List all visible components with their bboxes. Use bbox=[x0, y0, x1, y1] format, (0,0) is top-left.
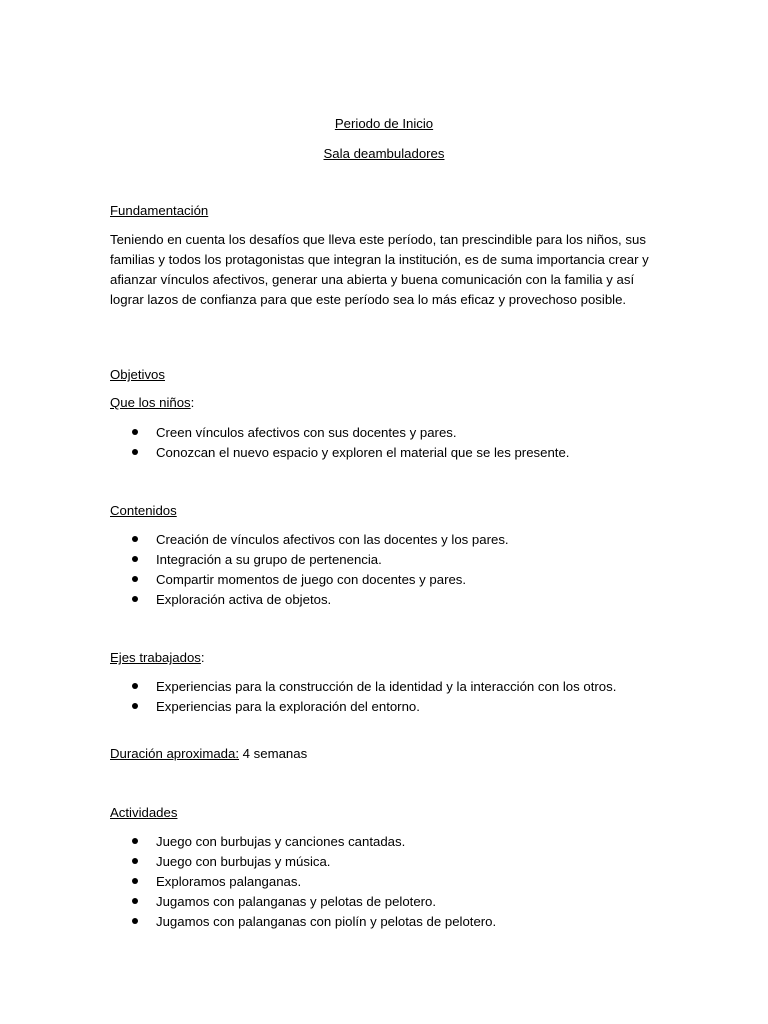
list-item-text: Conozcan el nuevo espacio y exploren el material que se les presente. bbox=[156, 445, 570, 460]
list-item bbox=[110, 912, 662, 932]
list-item-text: Jugamos con palanganas y pelotas de pelotero. bbox=[156, 894, 437, 909]
bullet-icon bbox=[132, 449, 138, 455]
objetivos-subheading bbox=[110, 393, 662, 413]
list-item bbox=[110, 677, 662, 697]
fundamentacion-text: Teniendo en cuenta los desafíos que lleva este período, tan prescindible para los niños, sus familias y todos los protagonistas que integran la institución, es de suma importancia crear y afianzar vínculos afectivos, generar una abierta y buena comunicación con la familia y así lograr lazos de confianza para que este período sea lo más eficaz y provechoso posible. bbox=[110, 232, 649, 307]
ejes-heading bbox=[110, 648, 662, 668]
ejes-heading-label: Ejes trabajados bbox=[110, 650, 201, 665]
objetivos-subheading-colon: : bbox=[190, 395, 195, 410]
list-item bbox=[110, 443, 662, 463]
bullet-icon bbox=[132, 536, 138, 542]
ejes-heading-colon: : bbox=[200, 650, 205, 665]
bullet-icon bbox=[132, 556, 138, 562]
objetivos-list bbox=[110, 423, 662, 463]
bullet-icon bbox=[132, 878, 138, 884]
objetivos-heading: Objetivos bbox=[110, 367, 165, 382]
list-item-text: Compartir momentos de juego con docentes y pares. bbox=[156, 572, 467, 587]
bullet-icon bbox=[132, 838, 138, 844]
list-item bbox=[110, 852, 662, 872]
list-item bbox=[110, 530, 662, 550]
list-item bbox=[110, 550, 662, 570]
bullet-icon bbox=[132, 576, 138, 582]
list-item-text: Integración a su grupo de pertenencia. bbox=[156, 552, 382, 567]
list-item bbox=[110, 872, 662, 892]
list-item bbox=[110, 423, 662, 443]
document-title: Periodo de Inicio bbox=[334, 116, 434, 131]
actividades-heading: Actividades bbox=[110, 805, 178, 820]
objetivos-subheading-label: Que los niños bbox=[110, 395, 191, 410]
list-item bbox=[110, 832, 662, 852]
list-item-text: Creación de vínculos afectivos con las docentes y los pares. bbox=[156, 532, 509, 547]
duracion-value: 4 semanas bbox=[239, 746, 308, 761]
list-item bbox=[110, 570, 662, 590]
ejes-list bbox=[110, 677, 662, 717]
list-item-text: Exploración activa de objetos. bbox=[156, 592, 332, 607]
bullet-icon bbox=[132, 703, 138, 709]
list-item-text: Exploramos palanganas. bbox=[156, 874, 302, 889]
list-item-text: Juego con burbujas y canciones cantadas. bbox=[156, 834, 406, 849]
list-item-text: Experiencias para la exploración del entorno. bbox=[156, 699, 420, 714]
list-item-text: Creen vínculos afectivos con sus docentes y pares. bbox=[156, 425, 457, 440]
fundamentacion-heading: Fundamentación bbox=[110, 203, 209, 218]
list-item bbox=[110, 590, 662, 610]
bullet-icon bbox=[132, 683, 138, 689]
list-item bbox=[110, 892, 662, 912]
actividades-list bbox=[110, 832, 662, 932]
contenidos-list bbox=[110, 530, 662, 610]
duracion-label: Duración aproximada: bbox=[110, 746, 240, 761]
list-item-text: Experiencias para la construcción de la identidad y la interacción con los otros. bbox=[156, 679, 617, 694]
list-item-text: Juego con burbujas y música. bbox=[156, 854, 331, 869]
duracion-line bbox=[110, 744, 662, 764]
bullet-icon bbox=[132, 858, 138, 864]
list-item-text: Jugamos con palanganas con piolín y pelotas de pelotero. bbox=[156, 914, 497, 929]
contenidos-heading: Contenidos bbox=[110, 503, 177, 518]
bullet-icon bbox=[132, 898, 138, 904]
list-item bbox=[110, 697, 662, 717]
bullet-icon bbox=[132, 918, 138, 924]
bullet-icon bbox=[132, 429, 138, 435]
bullet-icon bbox=[132, 596, 138, 602]
document-subtitle: Sala deambuladores bbox=[323, 146, 445, 161]
